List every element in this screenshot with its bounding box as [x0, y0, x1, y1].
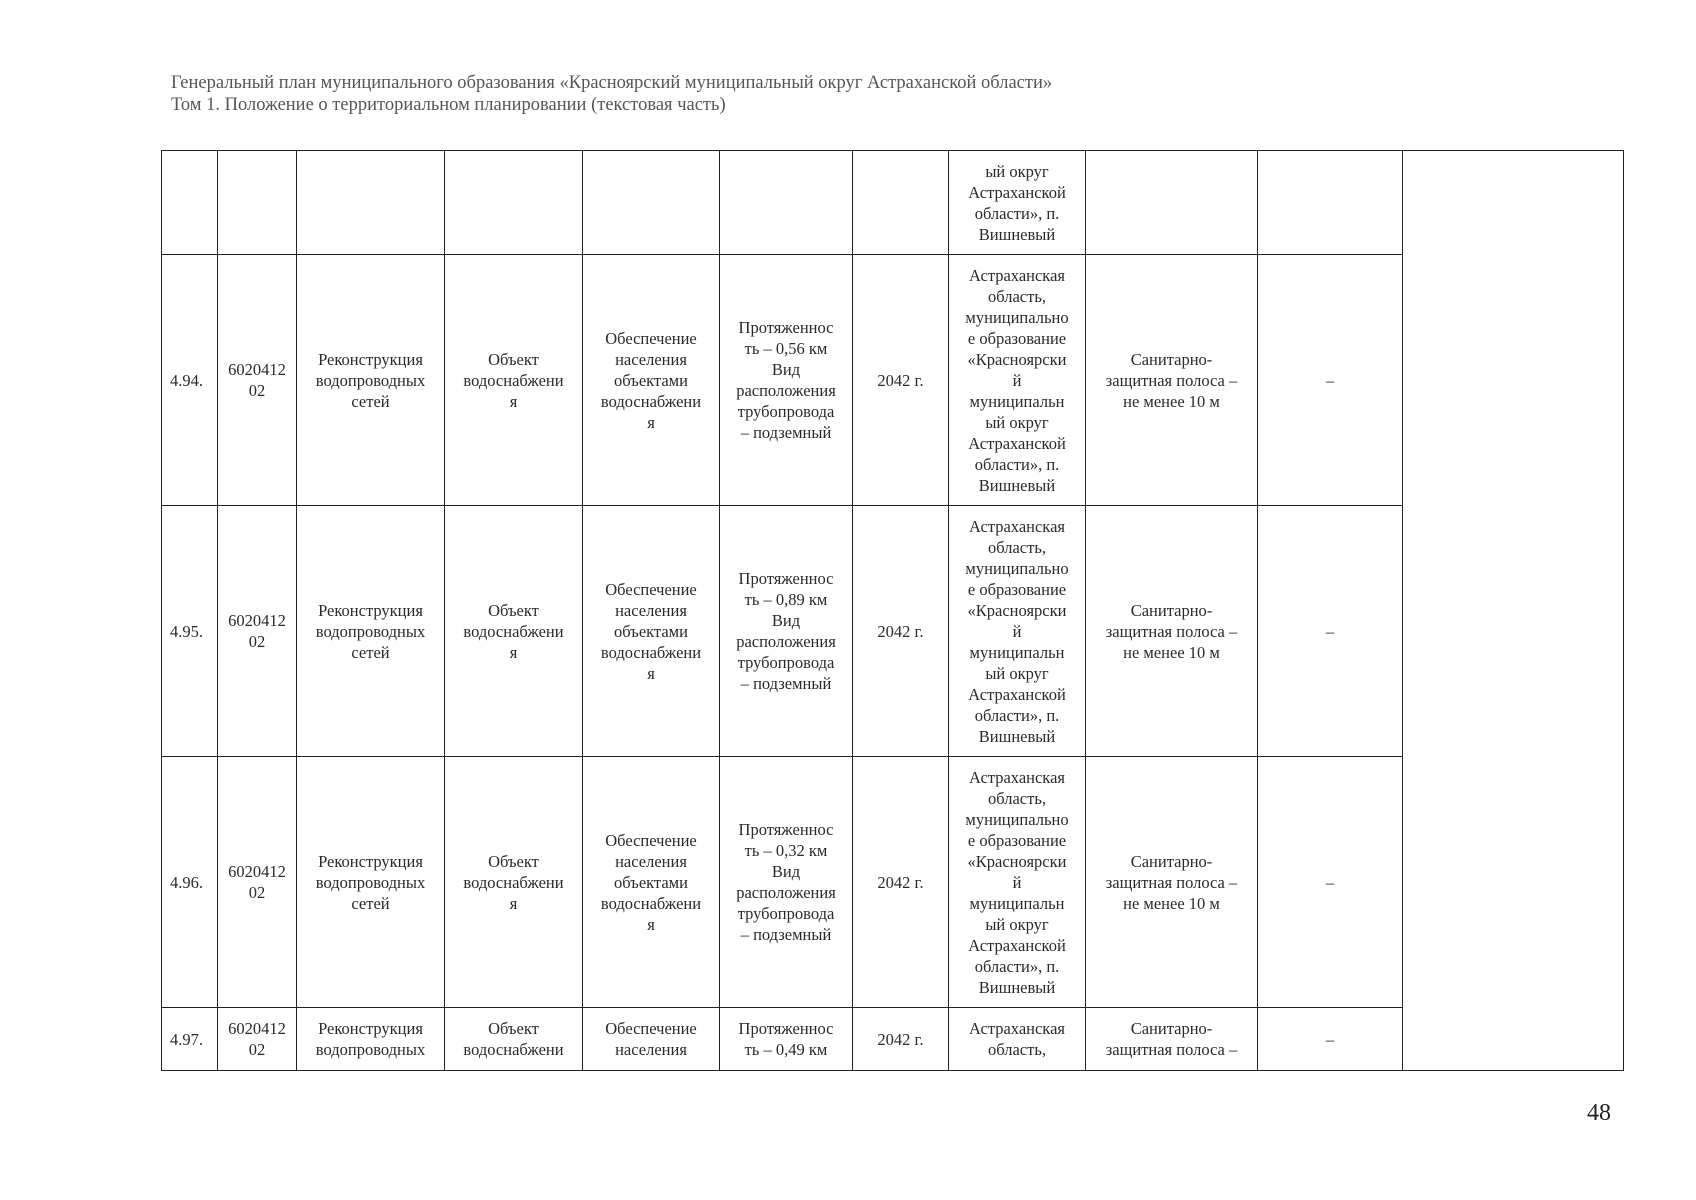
object-code: 6020412 02: [228, 862, 286, 902]
name-cell: [297, 506, 445, 757]
object-purpose: Обеспечение населения объектами водоснабжени я: [600, 830, 702, 934]
object-name: Реконструкция водопроводных сетей: [315, 349, 426, 411]
object-purpose: Обеспечение населения объектами водоснабжени я: [600, 579, 702, 683]
object-code: 6020412 02: [228, 360, 286, 400]
page-number: 48: [1587, 1100, 1611, 1126]
location-text: ый округ Астраханской области», п. Вишневый: [968, 161, 1066, 244]
zone-cell: [1086, 1008, 1258, 1071]
code-cell: [218, 506, 297, 757]
location-cell: [949, 757, 1086, 1008]
type-cell: [445, 255, 583, 506]
object-code: 6020412 02: [228, 611, 286, 651]
object-type: Объект водоснабжени я: [463, 600, 564, 662]
objects-table: [161, 150, 1624, 1071]
object-zone: Санитарно- защитная полоса – не менее 10 м: [1105, 851, 1238, 913]
object-code: 6020412 02: [228, 1019, 286, 1059]
year-cell: [853, 255, 949, 506]
row-number: 4.97.: [170, 1029, 203, 1049]
object-name: Реконструкция водопроводных сетей: [315, 600, 426, 662]
object-zone: Санитарно- защитная полоса – не менее 10 м: [1105, 600, 1238, 662]
row-number-cell: [162, 255, 218, 506]
object-extra: –: [1325, 621, 1335, 641]
table-cell: [853, 151, 949, 255]
object-location: Астраханская область, муниципально е образование «Красноярски й муниципальн ый округ Астраханской области», п. Вишневый: [965, 265, 1069, 495]
extra-cell: [1258, 255, 1403, 506]
table-cell: [1086, 151, 1258, 255]
document-title: Генеральный план муниципального образования «Красноярский муниципальный округ Астраханской области»: [171, 73, 1053, 93]
row-number-cell: [162, 506, 218, 757]
table-cell: [218, 151, 297, 255]
row-number: 4.94.: [170, 370, 203, 390]
table-row-continuation: [162, 151, 1624, 255]
location-cell: [949, 255, 1086, 506]
name-cell: [297, 1008, 445, 1071]
zone-cell: [1086, 506, 1258, 757]
code-cell: [218, 255, 297, 506]
characteristics-cell: [720, 506, 853, 757]
name-cell: [297, 255, 445, 506]
year-cell: [853, 506, 949, 757]
characteristics-cell: [720, 255, 853, 506]
name-cell: [297, 757, 445, 1008]
document-subtitle: Том 1. Положение о территориальном планировании (текстовая часть): [171, 95, 726, 115]
object-extra: –: [1325, 1029, 1335, 1049]
extra-cell: [1258, 757, 1403, 1008]
object-zone: Санитарно- защитная полоса – не менее 10 м: [1105, 349, 1238, 411]
object-characteristics: Протяженнос ть – 0,32 км Вид расположения трубопровода – подземный: [736, 820, 836, 944]
row-number-cell: [162, 757, 218, 1008]
object-year: 2042 г.: [877, 872, 924, 892]
purpose-cell: [583, 506, 720, 757]
object-zone: Санитарно- защитная полоса –: [1105, 1019, 1238, 1059]
object-location: Астраханская область, муниципально е образование «Красноярски й муниципальн ый округ Астраханской области», п. Вишневый: [965, 767, 1069, 997]
document-header: [171, 72, 1052, 116]
type-cell: [445, 757, 583, 1008]
extra-cell: [1258, 1008, 1403, 1071]
zone-cell: [1086, 255, 1258, 506]
object-characteristics: Протяженнос ть – 0,89 км Вид расположения трубопровода – подземный: [736, 569, 836, 693]
row-number: 4.96.: [170, 872, 203, 892]
extra-cell: [1258, 506, 1403, 757]
location-cell: [949, 1008, 1086, 1071]
type-cell: [445, 1008, 583, 1071]
object-year: 2042 г.: [877, 621, 924, 641]
purpose-cell: [583, 757, 720, 1008]
table-cell: [720, 151, 853, 255]
object-year: 2042 г.: [877, 370, 924, 390]
object-name: Реконструкция водопроводных: [315, 1019, 426, 1059]
row-number: 4.95.: [170, 621, 203, 641]
table-side-column: [1403, 151, 1624, 1071]
object-type: Объект водоснабжени я: [463, 349, 564, 411]
year-cell: [853, 757, 949, 1008]
zone-cell: [1086, 757, 1258, 1008]
table-cell: [297, 151, 445, 255]
type-cell: [445, 506, 583, 757]
object-location: Астраханская область,: [968, 1019, 1065, 1059]
object-purpose: Обеспечение населения: [605, 1019, 697, 1059]
code-cell: [218, 757, 297, 1008]
table-cell: [445, 151, 583, 255]
purpose-cell: [583, 1008, 720, 1071]
object-characteristics: Протяженнос ть – 0,49 км: [738, 1019, 834, 1059]
object-type: Объект водоснабжени: [463, 1019, 564, 1059]
object-year: 2042 г.: [877, 1029, 924, 1049]
table-cell: [162, 151, 218, 255]
characteristics-cell: [720, 1008, 853, 1071]
object-characteristics: Протяженнос ть – 0,56 км Вид расположения трубопровода – подземный: [736, 318, 836, 442]
year-cell: [853, 1008, 949, 1071]
object-extra: –: [1325, 872, 1335, 892]
row-number-cell: [162, 1008, 218, 1071]
location-cell: [949, 506, 1086, 757]
object-extra: –: [1325, 370, 1335, 390]
location-cell: [949, 151, 1086, 255]
object-type: Объект водоснабжени я: [463, 851, 564, 913]
object-purpose: Обеспечение населения объектами водоснабжени я: [600, 328, 702, 432]
table-cell: [1258, 151, 1403, 255]
table-cell: [583, 151, 720, 255]
object-name: Реконструкция водопроводных сетей: [315, 851, 426, 913]
purpose-cell: [583, 255, 720, 506]
object-location: Астраханская область, муниципально е образование «Красноярски й муниципальн ый округ Астраханской области», п. Вишневый: [965, 516, 1069, 746]
code-cell: [218, 1008, 297, 1071]
characteristics-cell: [720, 757, 853, 1008]
